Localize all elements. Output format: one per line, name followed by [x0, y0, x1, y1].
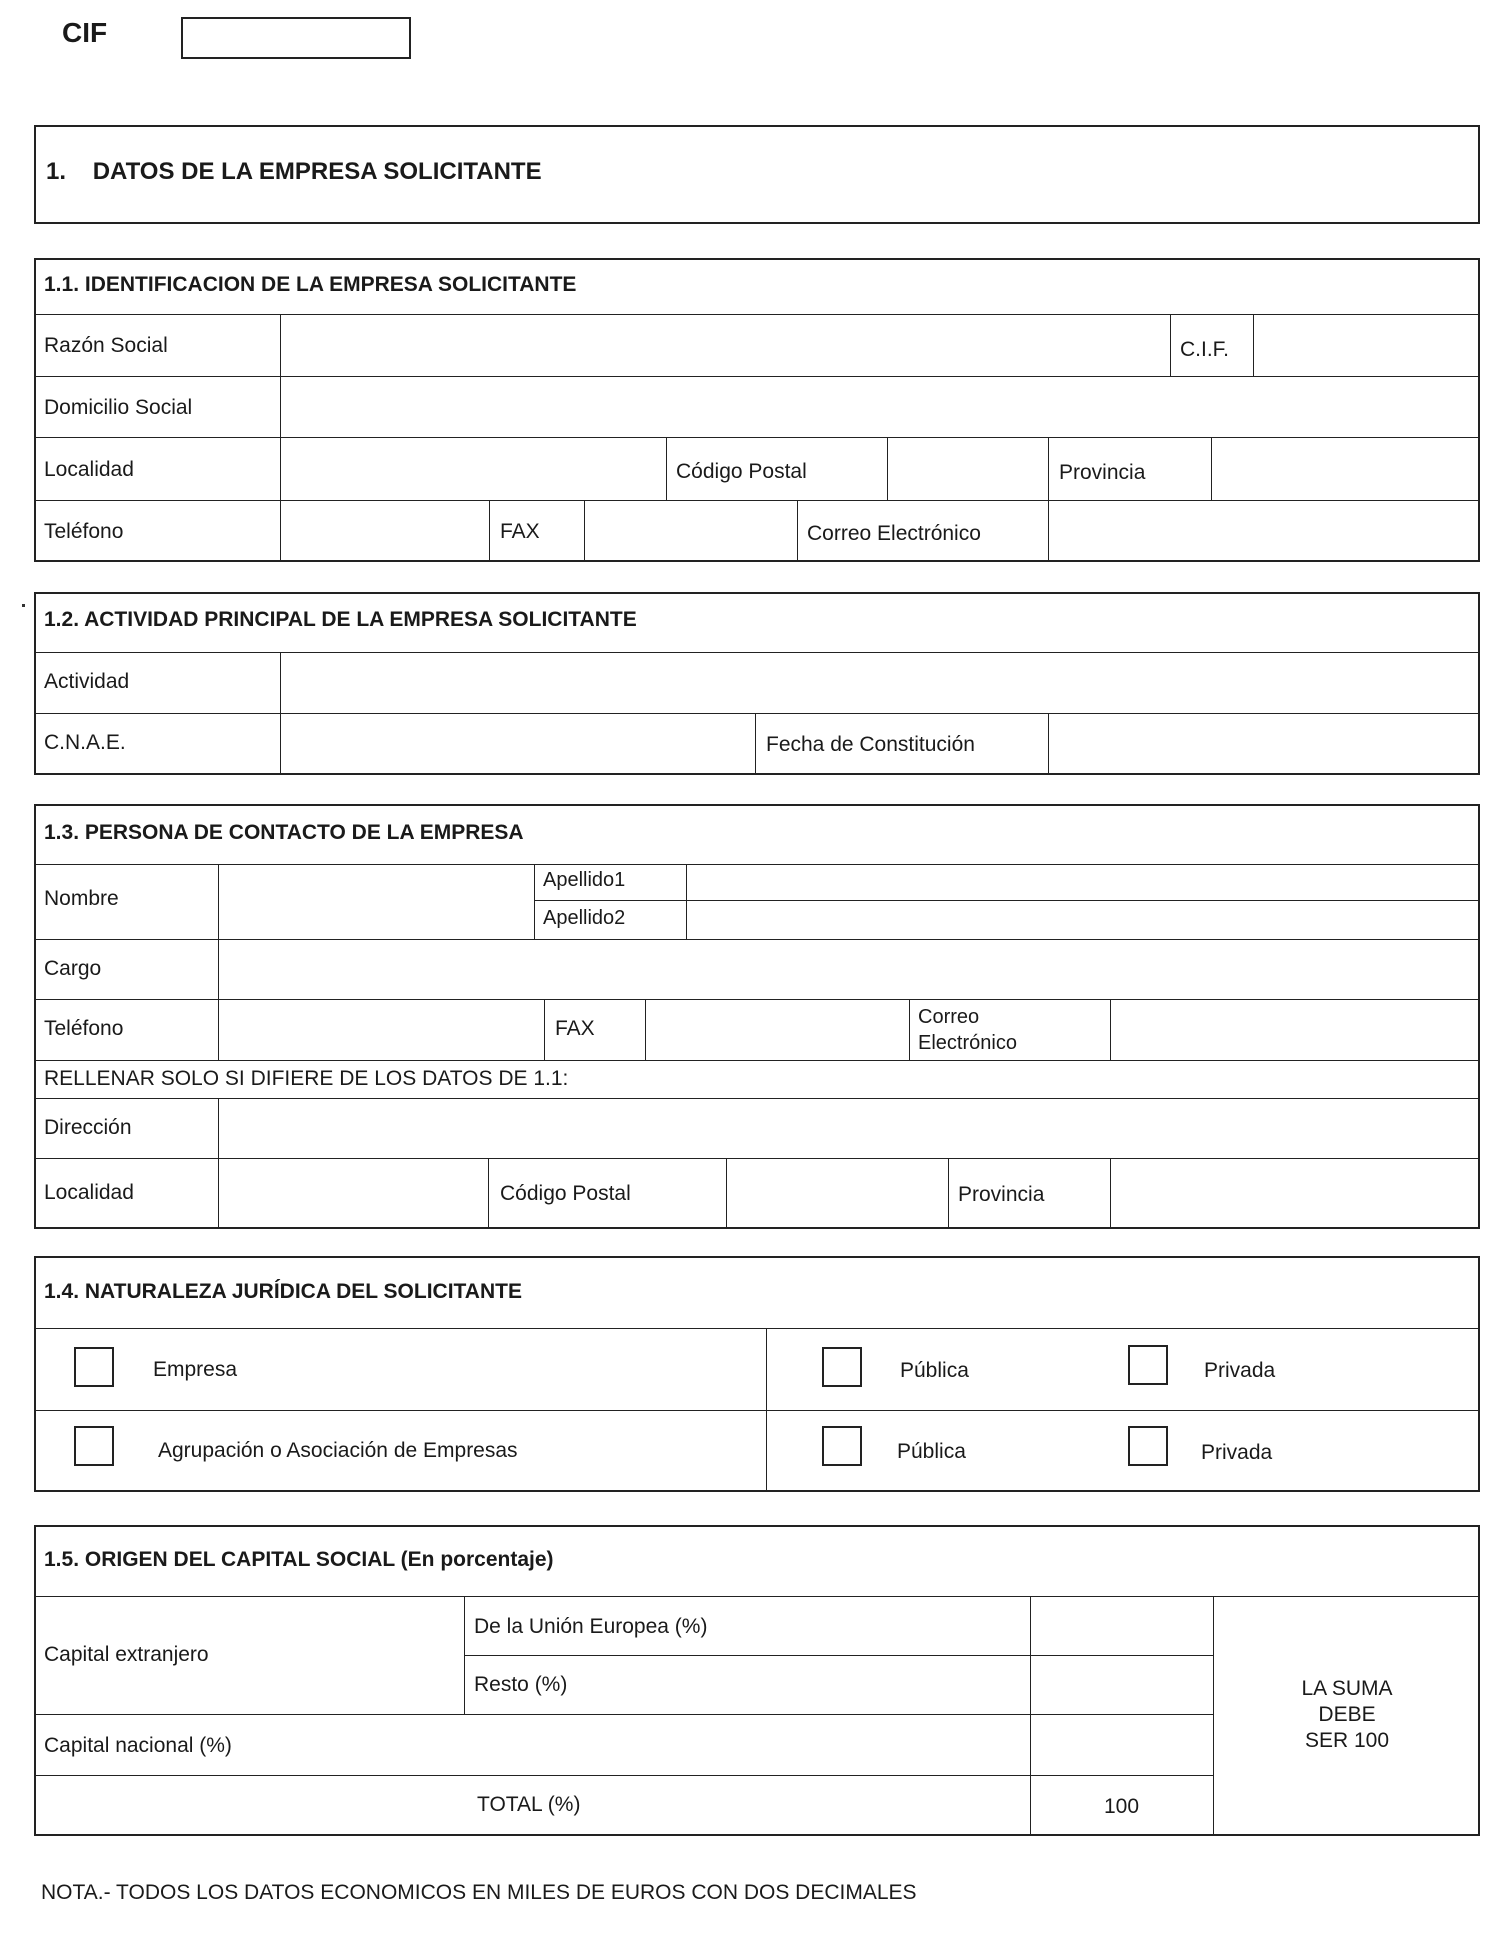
contacto-localidad-input[interactable]	[220, 1160, 487, 1228]
razon-social-input[interactable]	[282, 316, 1169, 375]
resto-input[interactable]	[1032, 1657, 1212, 1713]
contacto-codigo-postal-label: Código Postal	[500, 1182, 631, 1205]
telefono-label: Teléfono	[44, 520, 124, 543]
contacto-codigo-postal-input[interactable]	[728, 1160, 947, 1228]
cargo-input[interactable]	[220, 941, 1479, 998]
capital-extranjero-label: Capital extranjero	[44, 1643, 209, 1666]
cif-field-label: C.I.F.	[1180, 338, 1230, 361]
cnae-input[interactable]	[282, 715, 754, 774]
actividad-input[interactable]	[282, 654, 1479, 712]
resto-label: Resto (%)	[474, 1673, 568, 1696]
empresa-checkbox[interactable]	[74, 1347, 114, 1387]
correo-input[interactable]	[1050, 502, 1479, 561]
agrupacion-publica-label: Pública	[897, 1440, 966, 1463]
empresa-privada-label: Privada	[1204, 1359, 1276, 1382]
agrupacion-privada-checkbox[interactable]	[1128, 1426, 1168, 1466]
section-1-title: 1. DATOS DE LA EMPRESA SOLICITANTE	[46, 158, 542, 185]
section-1-1-title: 1.1. IDENTIFICACION DE LA EMPRESA SOLICITANTE	[44, 273, 577, 296]
codigo-postal-label: Código Postal	[676, 460, 807, 483]
contacto-fax-input[interactable]	[647, 1001, 908, 1059]
apellido2-input[interactable]	[688, 902, 1479, 938]
capital-nacional-input[interactable]	[1032, 1716, 1212, 1774]
contacto-telefono-input[interactable]	[220, 1001, 543, 1059]
codigo-postal-input[interactable]	[889, 439, 1047, 499]
section-1-4-title: 1.4. NATURALEZA JURÍDICA DEL SOLICITANTE	[44, 1280, 522, 1303]
contacto-correo-label-line2: Electrónico	[918, 1032, 1017, 1054]
cif-input[interactable]	[181, 17, 411, 59]
empresa-label: Empresa	[153, 1358, 238, 1381]
actividad-label: Actividad	[44, 670, 130, 693]
domicilio-social-input[interactable]	[282, 378, 1479, 436]
agrupacion-privada-label: Privada	[1201, 1441, 1273, 1464]
fecha-constitucion-input[interactable]	[1050, 715, 1479, 774]
suma-note-line3: SER 100	[1304, 1729, 1390, 1752]
agrupacion-checkbox[interactable]	[74, 1426, 114, 1466]
footer-nota: NOTA.- TODOS LOS DATOS ECONOMICOS EN MILES DE EUROS CON DOS DECIMALES	[41, 1881, 917, 1904]
section-1-5-title: 1.5. ORIGEN DEL CAPITAL SOCIAL (En porcentaje)	[44, 1548, 554, 1571]
apellido1-label: Apellido1	[543, 869, 626, 891]
suma-note	[1215, 1676, 1479, 1754]
provincia-label: Provincia	[1059, 461, 1146, 484]
total-label: TOTAL (%)	[477, 1793, 581, 1816]
fax-label: FAX	[500, 520, 540, 543]
union-europea-input[interactable]	[1032, 1598, 1212, 1654]
empresa-privada-checkbox[interactable]	[1128, 1345, 1168, 1385]
contacto-fax-label: FAX	[555, 1017, 595, 1040]
empresa-publica-label: Pública	[900, 1359, 969, 1382]
localidad-label: Localidad	[44, 458, 134, 481]
stray-mark	[22, 604, 25, 607]
suma-note-line1: LA SUMA	[1301, 1677, 1393, 1700]
telefono-input[interactable]	[282, 502, 488, 561]
section-1-2-title: 1.2. ACTIVIDAD PRINCIPAL DE LA EMPRESA SOLICITANTE	[44, 608, 637, 631]
provincia-input[interactable]	[1213, 439, 1479, 499]
localidad-input[interactable]	[282, 439, 665, 499]
cif-label: CIF	[62, 17, 108, 48]
contacto-correo-label	[918, 1004, 1017, 1056]
correo-label: Correo Electrónico	[807, 522, 981, 545]
suma-note-line2: DEBE	[1318, 1703, 1376, 1726]
contacto-localidad-label: Localidad	[44, 1181, 134, 1204]
total-value: 100	[1104, 1795, 1140, 1818]
fecha-constitucion-label: Fecha de Constitución	[766, 733, 975, 756]
contacto-correo-input[interactable]	[1112, 1001, 1479, 1059]
cif-field-input[interactable]	[1255, 316, 1479, 375]
fax-input[interactable]	[586, 502, 796, 561]
cnae-label: C.N.A.E.	[44, 731, 126, 754]
agrupacion-label: Agrupación o Asociación de Empresas	[158, 1439, 518, 1462]
nombre-label: Nombre	[44, 887, 119, 910]
empresa-publica-checkbox[interactable]	[822, 1347, 862, 1387]
contacto-provincia-input[interactable]	[1112, 1160, 1479, 1228]
direccion-input[interactable]	[220, 1100, 1479, 1157]
direccion-label: Dirección	[44, 1116, 132, 1139]
capital-nacional-label: Capital nacional (%)	[44, 1734, 232, 1757]
nombre-input[interactable]	[220, 866, 533, 938]
razon-social-label: Razón Social	[44, 334, 168, 357]
domicilio-social-label: Domicilio Social	[44, 396, 193, 419]
union-europea-label: De la Unión Europea (%)	[474, 1615, 708, 1638]
cargo-label: Cargo	[44, 957, 102, 980]
rellenar-note: RELLENAR SOLO SI DIFIERE DE LOS DATOS DE 1.1:	[44, 1067, 569, 1090]
contacto-provincia-label: Provincia	[958, 1183, 1045, 1206]
apellido1-input[interactable]	[688, 866, 1479, 899]
apellido2-label: Apellido2	[543, 907, 626, 929]
contacto-telefono-label: Teléfono	[44, 1017, 124, 1040]
contacto-correo-label-line1: Correo	[918, 1006, 980, 1028]
agrupacion-publica-checkbox[interactable]	[822, 1426, 862, 1466]
section-1-3-title: 1.3. PERSONA DE CONTACTO DE LA EMPRESA	[44, 821, 524, 844]
